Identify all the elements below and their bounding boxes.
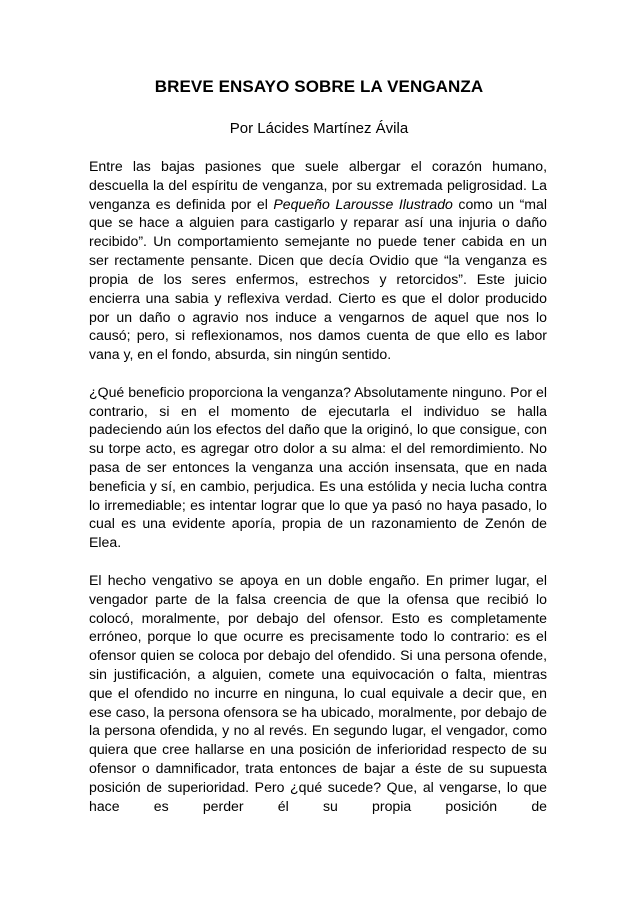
paragraph-3: El hecho vengativo se apoya en un doble engaño. En primer lugar, el vengador parte de la falsa creencia de que la ofensa que recibió lo colocó, moralmente, por debajo del ofensor. Esto es completamente erróneo, porque lo que ocurre es precisamente todo lo contrario: es el ofensor quien se coloca por debajo del ofendido. Si una persona ofende, sin justificación, a alguien, comete una equivocación o falta, mientras que el ofendido no incurre en ninguna, lo cual equivale a decir que, en ese caso, la persona ofensora se ha ubicado, moralmente, por debajo de la persona ofendida, y no al revés. En segundo lugar, el vengador, como quiera que cree hallarse en una posición de inferioridad respecto de su ofensor o damnificador, trata entonces de bajar a éste de su supuesta posición de superioridad. Pero ¿qué sucede? Que, al vengarse, lo que hace es perder él su propia posición de	[89, 571, 547, 814]
paragraph-1-part-a: Entre las bajas pasiones que suele albergar el corazón humano, descuella la del espíritu de venganza, por su extremada peligrosidad. La venganza es definida por el	[89, 158, 547, 212]
document-title: BREVE ENSAYO SOBRE LA VENGANZA	[154, 77, 484, 96]
author-line: Por Lácides Martínez Ávila	[229, 120, 409, 137]
dictionary-title: Pequeño Larousse Ilustrado	[273, 195, 453, 212]
paragraph-2: ¿Qué beneficio proporciona la venganza? Absolutamente ninguno. Por el contrario, si en el momento de ejecutarla el individuo se halla padeciendo aún los efectos del daño que la originó, lo que consigue, con su torpe acto, es agregar otro dolor a su alma: el del remordimiento. No pasa de ser entonces la venganza una acción insensata, que en nada beneficia y sí, en cambio, perjudica. Es una estólida y necia lucha contra lo irremediable; es intentar lograr que lo que ya pasó no haya pasado, lo cual es una evidente aporía, propia de un razonamiento de Zenón de Elea.	[89, 383, 547, 551]
paragraph-1-part-c: como un “mal que se hace a alguien para castigarlo y reparar así una injuria o daño recibido”. Un comportamiento semejante no puede tener cabida en un ser rectamente pensante. Dicen que decía Ovidio que “la venganza es propia de los seres enfermos, estrechos y retorcidos”. Este juicio encierra una sabia y reflexiva verdad. Cierto es que el dolor producido por un daño o agravio nos induce a vengarnos de aquel que nos lo causó; pero, si reflexionamos, nos damos cuenta de que ello es labor vana y, en el fondo, absurda, sin ningún sentido.	[89, 195, 548, 363]
essay-body	[89, 157, 547, 815]
paragraph-1	[89, 157, 547, 364]
